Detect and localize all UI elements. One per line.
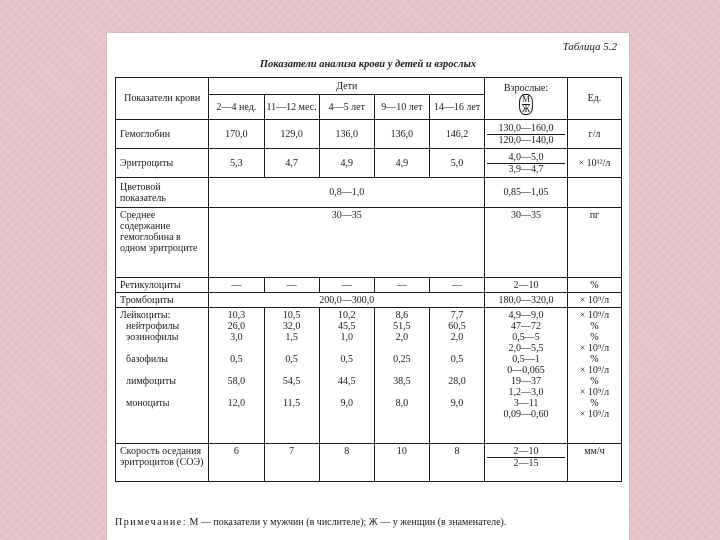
table-caption: Таблица 5.2	[562, 41, 617, 53]
value-cell: 129,0	[264, 120, 319, 149]
value: 11,5	[283, 398, 301, 409]
header-indicator: Показатели крови	[116, 78, 209, 120]
sub-label: эозинофилы	[126, 332, 179, 343]
value-cell: 8	[429, 444, 484, 482]
row-label: Ретикулоциты	[116, 278, 209, 293]
value: 26,0	[227, 321, 246, 332]
value: × 10⁹/л	[579, 387, 610, 398]
header-unit: Ед.	[567, 78, 621, 120]
header-age: 2—4 нед.	[209, 95, 264, 120]
header-adults	[485, 78, 568, 120]
children-range: 200,0—300,0	[209, 293, 485, 308]
value-cell: 10	[374, 444, 429, 482]
value: 51,5	[393, 321, 411, 332]
row-reticulocytes	[116, 278, 622, 293]
unit-cell: пг	[567, 208, 621, 278]
value: × 10⁹/л	[579, 343, 610, 354]
value: 2,0	[395, 332, 409, 343]
value-cell: —	[209, 278, 264, 293]
value-cell: 7	[264, 444, 319, 482]
row-erythrocytes	[116, 149, 622, 178]
value: 1,2—3,0	[508, 387, 544, 398]
value: 32,0	[282, 321, 301, 332]
value: × 10⁹/л	[579, 310, 610, 321]
value: %	[590, 354, 599, 365]
value: %	[590, 321, 599, 332]
sub-label: базофилы	[126, 354, 168, 365]
value: 2,0	[450, 332, 464, 343]
value: × 10⁹/л	[579, 409, 610, 420]
adult-values	[485, 308, 568, 444]
row-label: Цветовой показатель	[116, 178, 209, 208]
adult-male-value: 4,0—5,0	[487, 152, 565, 164]
table-title: Показатели анализа крови у детей и взрослых	[259, 59, 477, 70]
row-mch	[116, 208, 622, 278]
note-text: М — показатели у мужчин (в числителе); Ж — у женщин (в знаменателе).	[189, 517, 507, 528]
adult-female-value: 2—15	[513, 458, 539, 469]
value: 8,6	[395, 310, 409, 321]
children-range: 30—35	[209, 208, 485, 278]
row-label: Среднее содержание гемоглобина в одном эритроците	[116, 208, 209, 278]
value: 2,0—5,5	[508, 343, 544, 354]
adult-male-value: 2—10	[487, 446, 565, 458]
row-label: Лейкоциты:	[120, 310, 171, 321]
value: 4,9—9,0	[508, 310, 544, 321]
age-column-values	[264, 308, 319, 444]
row-label: Тромбоциты	[116, 293, 209, 308]
value-cell: 4,9	[374, 149, 429, 178]
value: 45,5	[337, 321, 356, 332]
value: 8,0	[395, 398, 409, 409]
female-symbol: Ж	[521, 103, 531, 114]
value-cell: 5,0	[429, 149, 484, 178]
value-cell: 8	[319, 444, 374, 482]
value: 9,0	[340, 398, 353, 409]
unit-cell: г/л	[567, 120, 621, 149]
unit-cell	[567, 178, 621, 208]
value-cell: 136,0	[319, 120, 374, 149]
value: 38,5	[393, 376, 411, 387]
value-cell: —	[374, 278, 429, 293]
blood-analysis-table	[115, 77, 622, 482]
mf-fraction	[519, 94, 533, 115]
table-note	[115, 517, 506, 528]
unit-values	[567, 308, 621, 444]
leukocyte-labels	[116, 308, 209, 444]
row-leukocytes	[116, 308, 622, 444]
textbook-page	[107, 33, 629, 540]
value-cell: 4,7	[264, 149, 319, 178]
value: 44,5	[337, 376, 356, 387]
header-age: 11—12 мес.	[264, 95, 319, 120]
value: 1,0	[340, 332, 353, 343]
value-cell: 6	[209, 444, 264, 482]
value: × 10⁹/л	[579, 365, 610, 376]
value-cell: —	[429, 278, 484, 293]
value: 0,09—0,60	[503, 409, 549, 420]
adult-value: 2—10	[485, 278, 568, 293]
sub-label: лимфоциты	[126, 376, 176, 387]
value: %	[590, 376, 599, 387]
value: 10,2	[337, 310, 356, 321]
unit-cell: %	[567, 278, 621, 293]
value: %	[590, 332, 599, 343]
value-cell: 5,3	[209, 149, 264, 178]
value: 54,5	[282, 376, 301, 387]
value: 7,7	[450, 310, 464, 321]
value-cell: 4,9	[319, 149, 374, 178]
value: 0,5—1	[512, 354, 540, 365]
adult-value	[485, 149, 568, 178]
header-adults-label: Взрослые:	[503, 82, 549, 94]
value: 0,5—5	[512, 332, 540, 343]
row-platelets	[116, 293, 622, 308]
adult-value	[485, 120, 568, 149]
value: 0,5	[450, 354, 464, 365]
row-color-index	[116, 178, 622, 208]
children-range: 0,8—1,0	[209, 178, 485, 208]
header-age: 14—16 лет	[429, 95, 484, 120]
male-symbol: М	[522, 93, 531, 104]
value: 1,5	[285, 332, 298, 343]
row-hemoglobin	[116, 120, 622, 149]
value-cell: 146,2	[429, 120, 484, 149]
value: 47—72	[511, 321, 541, 332]
value-cell: 136,0	[374, 120, 429, 149]
value-cell: 170,0	[209, 120, 264, 149]
adult-female-value: 3,9—4,7	[508, 163, 544, 175]
age-column-values	[374, 308, 429, 444]
adult-value: 30—35	[485, 208, 568, 278]
value: 0,5	[230, 354, 243, 365]
value: 0,25	[393, 354, 411, 365]
value: 12,0	[227, 398, 246, 409]
age-column-values	[319, 308, 374, 444]
age-column-values	[429, 308, 484, 444]
row-label: Гемоглобин	[116, 120, 209, 149]
value: 0—0,065	[507, 365, 545, 376]
row-label: Эритроциты	[116, 149, 209, 178]
adult-value	[485, 444, 568, 482]
sub-label: моноциты	[126, 398, 170, 409]
value: %	[590, 398, 599, 409]
row-esr	[116, 444, 622, 482]
value-cell: —	[319, 278, 374, 293]
value-cell: —	[264, 278, 319, 293]
header-age: 9—10 лет	[374, 95, 429, 120]
value: 9,0	[450, 398, 464, 409]
value: 28,0	[448, 376, 466, 387]
adult-female-value: 120,0—140,0	[498, 134, 554, 146]
value: 0,5	[340, 354, 353, 365]
header-children: Дети	[209, 78, 485, 95]
value: 3—11	[513, 398, 539, 409]
value: 58,0	[227, 376, 246, 387]
value: 19—37	[511, 376, 541, 387]
unit-cell: мм/ч	[567, 444, 621, 482]
unit-cell: × 10¹²/л	[567, 149, 621, 178]
adult-male-value: 130,0—160,0	[487, 123, 565, 135]
sub-label: нейтрофилы	[126, 321, 180, 332]
adult-value: 180,0—320,0	[485, 293, 568, 308]
adult-value: 0,85—1,05	[485, 178, 568, 208]
value: 10,5	[282, 310, 301, 321]
value: 10,3	[227, 310, 246, 321]
header-age: 4—5 лет	[319, 95, 374, 120]
value: 60,5	[448, 321, 466, 332]
value: 3,0	[230, 332, 243, 343]
unit-cell: × 10⁹/л	[567, 293, 621, 308]
value: 0,5	[285, 354, 298, 365]
row-label: Скорость оседания эритроцитов (СОЭ)	[116, 444, 209, 482]
age-column-values	[209, 308, 264, 444]
note-heading: Примечание:	[115, 517, 187, 528]
